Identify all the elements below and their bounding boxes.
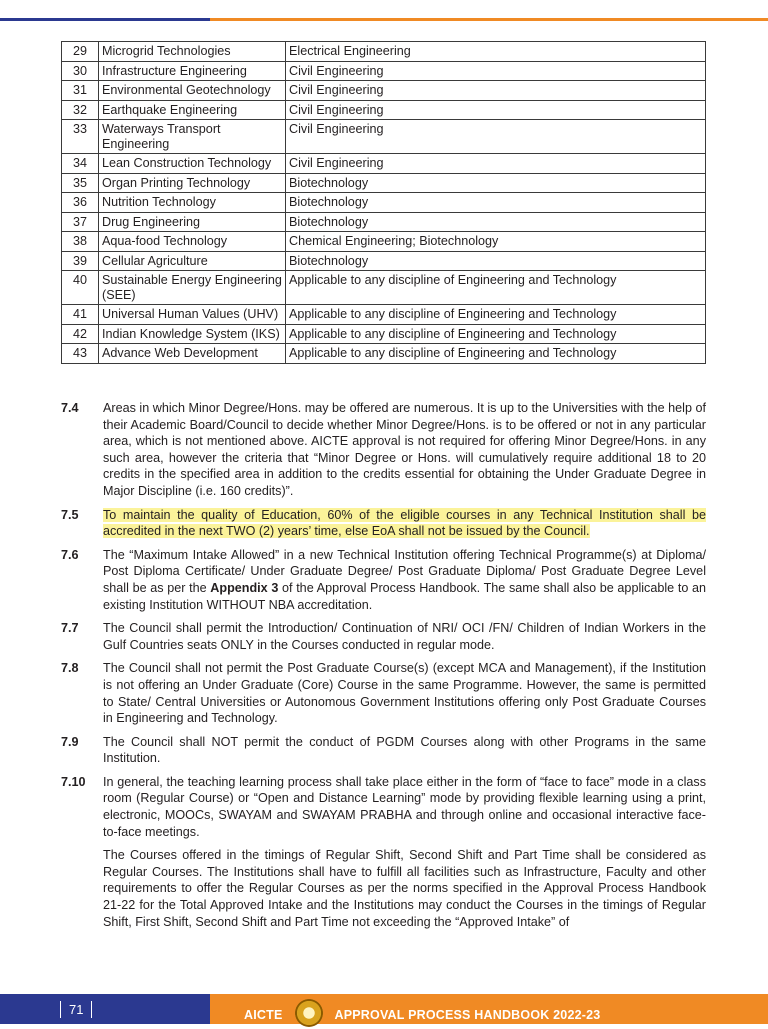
table-body <box>62 42 706 364</box>
row-number: 33 <box>62 120 99 154</box>
discipline-name: Applicable to any discipline of Engineering and Technology <box>286 324 706 344</box>
discipline-name: Civil Engineering <box>286 100 706 120</box>
header-color-bar <box>0 18 768 21</box>
table-row <box>62 344 706 364</box>
paragraph-7-4 <box>61 400 706 500</box>
paragraph-text: Areas in which Minor Degree/Hons. may be offered are numerous. It is up to the Universities with the help of their Academic Board/Council to decide whether Minor Degree/Hons. is to be offered or not in any particular area, which is not mentioned above. AICTE approval is not required for offering Minor Degree/Hons. in any such area, however the criteria that “Minor Degree or Hons. will cumulatively require additional 18 to 20 credits in the specified area in addition to the credits essential for obtaining the Under Graduate Degree in Major Discipline (i.e. 160 credits)”. <box>103 401 706 498</box>
paragraph-text: The Council shall not permit the Post Graduate Course(s) (except MCA and Management), if the Institution is not offering an Under Graduate (Core) Course in the same Programme. However, the same is permitted to State/ Central Universities or Autonomous Government Institutions offering only Post Graduate Courses in Engineering and Technology. <box>103 661 706 726</box>
page-footer <box>0 994 768 1024</box>
table-row <box>62 42 706 62</box>
footer-handbook-label: APPROVAL PROCESS HANDBOOK 2022-23 <box>334 1007 601 1022</box>
course-name: Drug Engineering <box>99 212 286 232</box>
table-row <box>62 212 706 232</box>
discipline-name: Biotechnology <box>286 251 706 271</box>
paragraph-7-5 <box>61 507 706 540</box>
table-row <box>62 173 706 193</box>
discipline-name: Biotechnology <box>286 173 706 193</box>
row-number: 32 <box>62 100 99 120</box>
table-row <box>62 232 706 252</box>
table-row <box>62 100 706 120</box>
aicte-emblem-icon <box>295 999 323 1027</box>
course-name: Infrastructure Engineering <box>99 61 286 81</box>
course-name: Lean Construction Technology <box>99 154 286 174</box>
minor-degree-courses-table <box>61 41 706 364</box>
discipline-name: Biotechnology <box>286 212 706 232</box>
course-name: Waterways Transport Engineering <box>99 120 286 154</box>
discipline-name: Civil Engineering <box>286 120 706 154</box>
course-name: Nutrition Technology <box>99 193 286 213</box>
discipline-name: Applicable to any discipline of Engineering and Technology <box>286 344 706 364</box>
highlighted-text: To maintain the quality of Education, 60% of the eligible courses in any Technical Institution shall be accredited in the next TWO (2) years’ time, else EoA shall not be issued by the Council. <box>103 507 706 539</box>
paragraph-number: 7.4 <box>61 401 79 415</box>
table-row <box>62 324 706 344</box>
row-number: 35 <box>62 173 99 193</box>
discipline-name: Applicable to any discipline of Engineering and Technology <box>286 271 706 305</box>
paragraph-number: 7.7 <box>61 621 79 636</box>
row-number: 43 <box>62 344 99 364</box>
discipline-name: Chemical Engineering; Biotechnology <box>286 232 706 252</box>
paragraph-7-7 <box>61 620 706 653</box>
course-name: Cellular Agriculture <box>99 251 286 271</box>
course-name: Advance Web Development <box>99 344 286 364</box>
table-row <box>62 305 706 325</box>
course-name: Earthquake Engineering <box>99 100 286 120</box>
row-number: 38 <box>62 232 99 252</box>
footer-aicte-label: AICTE <box>244 1007 283 1022</box>
paragraph-number: 7.6 <box>61 547 79 562</box>
table-row <box>62 154 706 174</box>
row-number: 36 <box>62 193 99 213</box>
paragraph-text: The Council shall NOT permit the conduct of PGDM Courses along with other Programs in the same Institution. <box>103 734 706 766</box>
row-number: 29 <box>62 42 99 62</box>
table-row <box>62 120 706 154</box>
section-7-paragraphs <box>61 400 706 937</box>
discipline-name: Civil Engineering <box>286 81 706 101</box>
course-name: Indian Knowledge System (IKS) <box>99 324 286 344</box>
table-row <box>62 251 706 271</box>
paragraph-number: 7.9 <box>61 734 79 749</box>
paragraph-7-10 <box>61 774 706 840</box>
course-name: Organ Printing Technology <box>99 173 286 193</box>
discipline-name: Civil Engineering <box>286 154 706 174</box>
discipline-name: Civil Engineering <box>286 61 706 81</box>
course-name: Environmental Geotechnology <box>99 81 286 101</box>
header-bar-blue <box>0 18 210 21</box>
text-part-b: of the Approval Process Handbook. The same shall also be applicable to an existing Institution WITHOUT NBA accreditation. <box>103 580 706 612</box>
row-number: 39 <box>62 251 99 271</box>
row-number: 30 <box>62 61 99 81</box>
paragraph-number: 7.8 <box>61 661 79 676</box>
row-number: 40 <box>62 271 99 305</box>
table-row <box>62 61 706 81</box>
paragraph-7-6 <box>61 547 706 613</box>
paragraph-text <box>103 547 706 613</box>
course-name: Universal Human Values (UHV) <box>99 305 286 325</box>
row-number: 37 <box>62 212 99 232</box>
discipline-name: Biotechnology <box>286 193 706 213</box>
paragraph-7-8 <box>61 660 706 726</box>
footer-blue-band <box>0 994 210 1024</box>
text-part-a: The “Maximum Intake Allowed” in a new Technical Institution offering Technical Programme(s) at Diploma/ Post Diploma Certificate/ Under Graduate Degree/ Post Graduate Diploma/ Post Graduate Degree Level shall be as per the <box>103 547 706 595</box>
course-name: Microgrid Technologies <box>99 42 286 62</box>
paragraph-text: The Council shall permit the Introduction/ Continuation of NRI/ OCI /FN/ Children of Indian Workers in the Gulf Countries seats ONLY in the Courses conducted in regular mode. <box>103 621 706 652</box>
paragraph-7-9 <box>61 734 706 767</box>
row-number: 42 <box>62 324 99 344</box>
row-number: 31 <box>62 81 99 101</box>
paragraph-number: 7.5 <box>61 507 79 522</box>
appendix-reference: Appendix 3 <box>210 580 279 595</box>
row-number: 34 <box>62 154 99 174</box>
table-row <box>62 81 706 101</box>
footer-title <box>244 1001 600 1029</box>
page-number: 71 <box>60 1001 92 1018</box>
table-row <box>62 271 706 305</box>
header-bar-orange <box>210 18 768 21</box>
table-row <box>62 193 706 213</box>
paragraph-7-10-continued: The Courses offered in the timings of Regular Shift, Second Shift and Part Time shall be considered as Regular Courses. The Institutions shall have to fulfill all facilities such as Infrastructure, Faculty and other requirements to offer the Regular Courses as per the norms specified in the Approval Process Handbook 21-22 for the Total Approved Intake and the Institutions may conduct the Courses in the timings of Regular Shift, First Shift, Second Shift and Part Time not exceeding the “Approved Intake” of <box>103 848 706 929</box>
discipline-name: Applicable to any discipline of Engineering and Technology <box>286 305 706 325</box>
paragraph-text: In general, the teaching learning process shall take place either in the form of “face to face” mode in a class room (Regular Course) or “Open and Distance Learning” mode by providing flexible learning using a print, electronic, MOOCs, SWAYAM and SWAYAM PRABHA and through online and occasional interactive face-to-face meetings. <box>103 774 706 839</box>
discipline-name: Electrical Engineering <box>286 42 706 62</box>
row-number: 41 <box>62 305 99 325</box>
paragraph-number: 7.10 <box>61 774 86 789</box>
course-name: Aqua-food Technology <box>99 232 286 252</box>
course-name: Sustainable Energy Engineering (SEE) <box>99 271 286 305</box>
